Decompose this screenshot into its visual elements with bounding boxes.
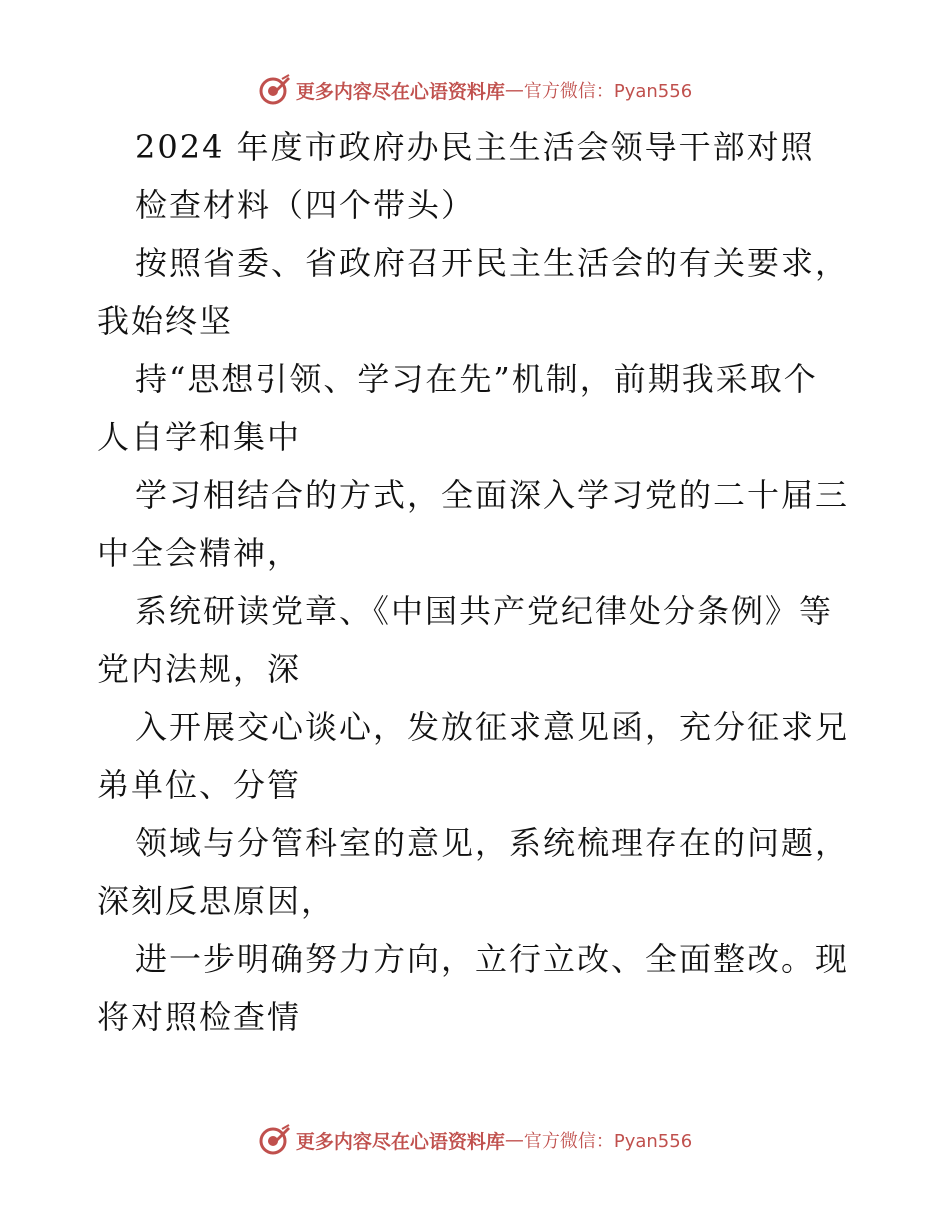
doc-line: 持“思想引领、学习在先”机制，前期我采取个 (135, 360, 818, 398)
doc-line: 按照省委、省政府召开民主生活会的有关要求， (135, 244, 850, 282)
quill-circle-logo-icon (258, 1123, 292, 1157)
doc-line: 党内法规，深 (97, 650, 302, 688)
doc-line: 进一步明确努力方向，立行立改、全面整改。现 (135, 940, 850, 978)
doc-line: 系统研读党章、《中国共产党纪律处分条例》等 (135, 592, 834, 630)
doc-line: 弟单位、分管 (97, 766, 302, 804)
doc-line: 我始终坚 (97, 302, 234, 340)
banner-dash: — (504, 79, 524, 101)
doc-line: 中全会精神， (97, 534, 302, 572)
doc-line: 入开展交心谈心，发放征求意见函，充分征求兄 (135, 708, 850, 746)
doc-line: 学习相结合的方式，全面深入学习党的二十届三 (135, 476, 850, 514)
banner-wechat: 官方微信：Pyan556 (523, 1131, 693, 1152)
doc-title-line-1: 2024 年度市政府办民主生活会领导干部对照 (135, 128, 815, 166)
header-banner (0, 70, 950, 110)
doc-line: 深刻反思原因， (97, 882, 336, 920)
doc-title-line-2: 检查材料（四个带头） (135, 186, 476, 224)
doc-line: 将对照检查情 (97, 998, 302, 1036)
doc-line: 领域与分管科室的意见，系统梳理存在的问题， (135, 824, 850, 862)
footer-banner (0, 1120, 950, 1160)
banner-title: 更多内容尽在心语资料库 (295, 80, 505, 103)
doc-line: 人自学和集中 (97, 418, 302, 456)
banner-title: 更多内容尽在心语资料库 (295, 1130, 505, 1153)
banner-wechat: 官方微信：Pyan556 (523, 81, 693, 102)
banner-dash: — (504, 1129, 524, 1151)
quill-circle-logo-icon (258, 73, 292, 107)
